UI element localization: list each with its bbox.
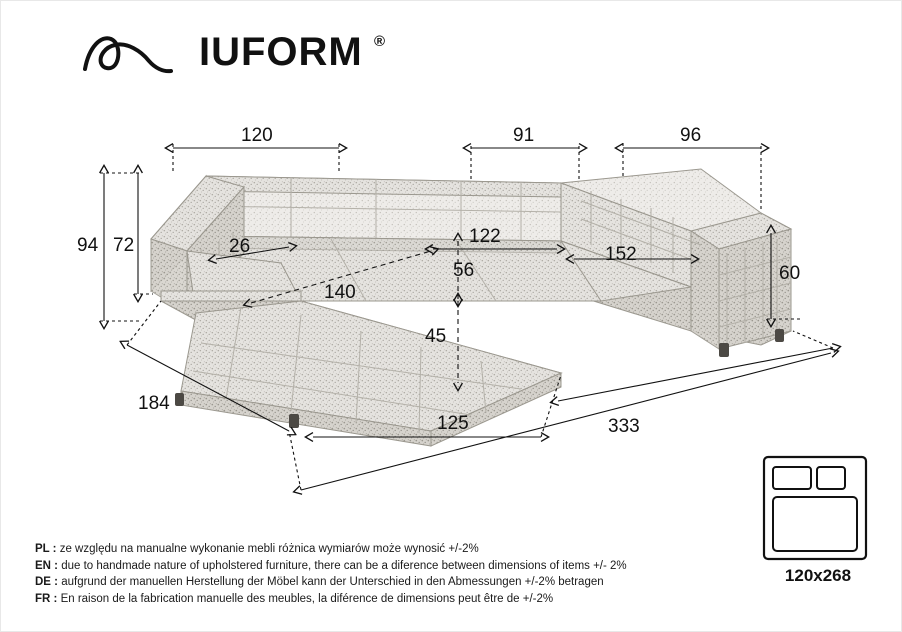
dimension-label-side-depth: 184 (138, 393, 170, 414)
dimension-label-chaise-length: 140 (324, 282, 356, 303)
dimension-label-top-right: 96 (680, 125, 702, 146)
dimension-label-left-outer: 94 (77, 235, 99, 256)
registered-mark: ® (374, 33, 386, 50)
dimension-label-top-mid: 91 (513, 125, 535, 146)
disclaimer-text: En raison de la fabrication manuelle des meubles, la diférence de dimensions peut être de +/-2% (60, 592, 554, 605)
disclaimer-lang: EN : (35, 559, 58, 572)
dimension-label-right-height: 60 (779, 263, 801, 284)
disclaimer-row (35, 574, 735, 591)
bed-size-caption: 120x268 (784, 566, 852, 585)
bed-size-icon (760, 453, 870, 563)
dimension-label-seat-width-back: 122 (469, 226, 501, 247)
disclaimer-text: ze względu na manualne wykonanie mebli różnica wymiarów może wynosić +/-2% (59, 543, 479, 555)
dimension-label-front-right: 333 (608, 416, 640, 437)
dimension-label-seat-height-front: 45 (425, 326, 447, 347)
sofa-illustration (151, 169, 791, 446)
disclaimer-row (35, 591, 735, 608)
disclaimer-lang: DE : (35, 576, 58, 588)
dimension-label-seat-width-right: 152 (605, 244, 637, 265)
dimension-label-seat-depth-left: 26 (229, 236, 251, 257)
brand-name: IUFORM (199, 30, 363, 74)
dimension-label-top-left: 120 (241, 125, 273, 146)
dimension-label-left-inner: 72 (113, 235, 135, 256)
disclaimer-row (35, 558, 735, 575)
dimension-label-seat-height-back: 56 (453, 260, 475, 281)
dimension-label-front-left: 125 (437, 413, 469, 434)
disclaimer-lang: PL : (35, 543, 57, 555)
disclaimer-lang: FR : (35, 592, 58, 605)
disclaimer-text: due to handmade nature of upholstered furniture, there can be a diference between dimensions of items +/- 2% (61, 559, 627, 572)
disclaimer-block (35, 541, 735, 607)
disclaimer-row (35, 541, 735, 558)
disclaimer-text: aufgrund der manuellen Herstellung der Möbel kann der Unterschied in den Abmessungen +/-2% betragen (61, 576, 604, 588)
